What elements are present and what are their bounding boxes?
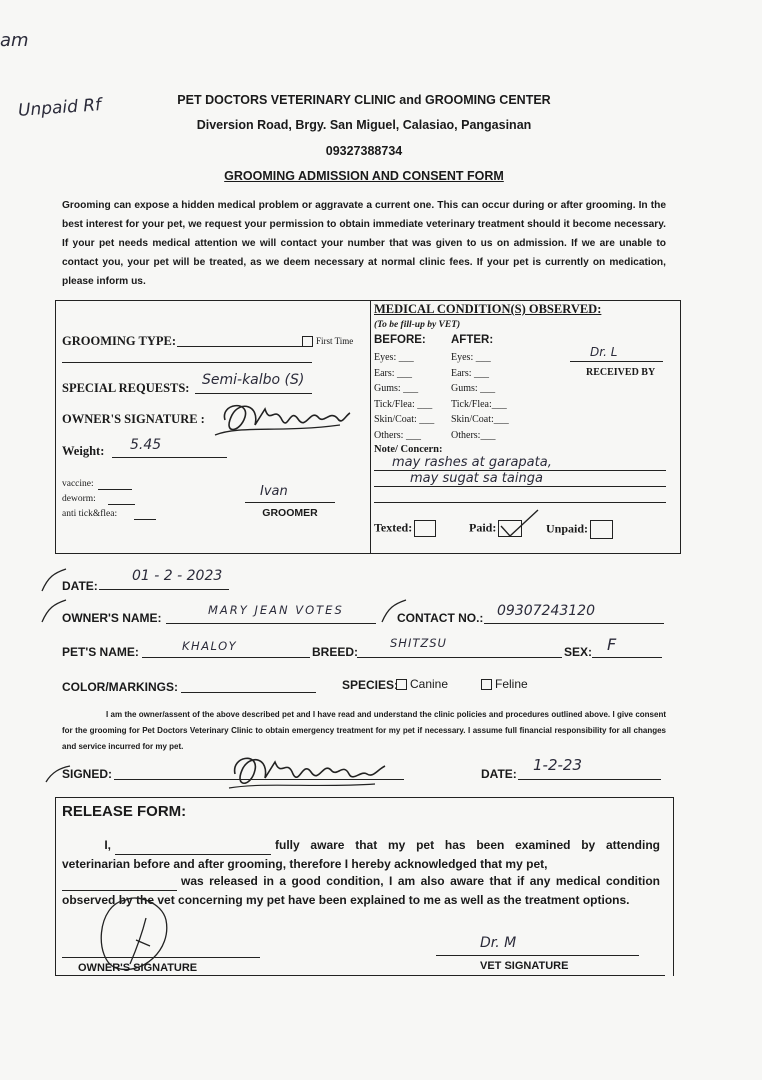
deworm-label: deworm:	[62, 494, 96, 504]
before-item-gums: Gums: ___	[374, 383, 419, 394]
release-owner-signature-label: OWNER'S SIGNATURE	[78, 962, 198, 974]
vet-signature-line	[436, 955, 639, 956]
medical-title: MEDICAL CONDITION(S) OBSERVED:	[374, 302, 602, 316]
before-items	[374, 350, 434, 443]
signed-date-label: DATE:	[481, 767, 517, 781]
weight-field[interactable]	[112, 457, 227, 458]
weight-label: Weight:	[62, 444, 105, 458]
signed-date-value: 1-2-23	[533, 756, 582, 774]
unpaid-checkbox[interactable]	[590, 520, 613, 539]
intro-paragraph: Grooming can expose a hidden medical problem or aggravate a current one. This can occur during or after grooming. In the best interest for your pet, we request your permission to obtain immediate veterinary treatment should it become necessary. If your pet needs medical attention we will contact your number that was given to us on admission. If we are unable to contact you, your pet will be treated, as we deem necessary at normal clinic fees. If your pet is currently on medication, please inform us.	[62, 200, 666, 287]
unpaid-note: Unpaid Rf	[17, 95, 102, 121]
received-by-label: RECEIVED BY	[586, 367, 656, 378]
signed-label: SIGNED:	[62, 767, 113, 781]
note-label: Note/ Concern:	[374, 444, 443, 455]
after-item-tick: Tick/Flea:___	[451, 398, 507, 410]
anti-tick-field[interactable]	[134, 519, 156, 520]
before-item-skin: Skin/Coat: ___	[374, 414, 435, 425]
breed-value: SHITZSU	[390, 636, 447, 650]
vet-signature-value: Dr. M	[480, 935, 517, 951]
before-item-tick: Tick/Flea: ___	[374, 398, 433, 410]
note-rule-3	[374, 502, 666, 503]
form-title: GROOMING ADMISSION AND CONSENT FORM	[224, 169, 504, 183]
special-requests-field[interactable]	[195, 393, 312, 394]
date-field[interactable]	[99, 589, 229, 590]
deworm-field[interactable]	[108, 504, 135, 505]
color-field[interactable]	[181, 692, 316, 693]
weight-value: 5.45	[130, 437, 162, 453]
consent-text: I am the owner/assent of the above described pet and I have read and understand the clinic policies and procedures outlined above. I give consent for the grooming for Pet Doctors Veterinary Clinic to obtain emergency treatment for my pet if necessary. I assume full financial responsibility for all changes and service incurred for my pet.	[62, 710, 666, 751]
owner-name-value: MARY JEAN VOTES	[208, 603, 344, 617]
unpaid-label: Unpaid:	[546, 521, 589, 536]
date-value: 01 - 2 - 2023	[132, 568, 223, 584]
grooming-type-line-2	[62, 362, 312, 363]
grooming-type-label: GROOMING TYPE:	[62, 334, 177, 348]
note-line-2: may sugat sa tainga	[410, 471, 543, 486]
vaccine-label: vaccine:	[62, 479, 94, 489]
after-item-others: Others:___	[451, 429, 496, 441]
owner-signature-signed	[225, 748, 390, 798]
before-item-eyes: Eyes: ___	[374, 352, 414, 363]
clinic-phone: 09327388734	[325, 144, 403, 158]
color-label: COLOR/MARKINGS:	[62, 680, 178, 694]
pet-name-label: PET'S NAME:	[62, 645, 139, 659]
groomer-label: GROOMER	[262, 507, 318, 519]
sex-field[interactable]	[592, 657, 662, 658]
clinic-name: PET DOCTORS VETERINARY CLINIC and GROOMING CENTER	[177, 93, 551, 107]
after-item-eyes: Eyes: ___	[451, 352, 491, 363]
contact-field[interactable]	[484, 623, 664, 624]
paid-check-mark	[498, 506, 542, 540]
release-title: RELEASE FORM:	[62, 803, 187, 820]
special-requests-value: Semi-kalbo (S)	[202, 372, 305, 388]
texted-label: Texted:	[374, 520, 413, 535]
release-owner-signature-line	[62, 957, 260, 958]
grooming-type-field[interactable]	[177, 346, 302, 347]
owner-name-label: OWNER'S NAME:	[62, 611, 162, 625]
vaccine-field[interactable]	[98, 489, 132, 490]
pet-name-field[interactable]	[142, 657, 310, 658]
received-by-value: Dr. L	[590, 345, 618, 359]
owner-signature-label: OWNER'S SIGNATURE :	[62, 412, 205, 426]
first-time-label: First Time	[316, 336, 354, 346]
species-label: SPECIES:	[342, 678, 399, 692]
release-i: I,	[104, 838, 111, 852]
paid-label: Paid:	[469, 520, 497, 535]
release-pet-name-field[interactable]	[62, 872, 177, 891]
texted-option[interactable]	[374, 520, 436, 537]
release-text-part2: was released in a good condition, I am also aware that if any medical condition observed by the vet concerning my pet have been explained to me as well as the treatment options.	[62, 874, 660, 907]
pet-name-value: KHALOY	[182, 639, 238, 653]
breed-label: BREED:	[312, 645, 359, 659]
note-rule-2	[374, 486, 666, 487]
feline-label: Feline	[495, 677, 528, 691]
feline-checkbox[interactable]	[481, 679, 492, 690]
after-label: AFTER:	[451, 334, 494, 346]
after-item-ears: Ears: ___	[451, 367, 490, 379]
note-line-1: may rashes at garapata,	[392, 455, 552, 470]
before-item-ears: Ears: ___	[374, 367, 413, 379]
feline-option[interactable]	[481, 677, 528, 691]
after-item-skin: Skin/Coat:___	[451, 414, 509, 425]
medical-subtitle: (To be fill-up by VET)	[374, 320, 461, 330]
before-item-others: Others: ___	[374, 429, 421, 441]
groomer-line	[245, 502, 335, 503]
anti-tick-label: anti tick&flea:	[62, 509, 118, 519]
canine-option[interactable]	[396, 677, 448, 691]
contact-value: 09307243120	[497, 603, 595, 619]
owner-signature-image	[210, 395, 355, 445]
unpaid-option[interactable]	[546, 520, 613, 539]
groomer-name: Ivan	[260, 484, 288, 499]
owner-name-field[interactable]	[166, 623, 376, 624]
clinic-address: Diversion Road, Brgy. San Miguel, Calasiao, Pangasinan	[196, 118, 532, 132]
first-time-checkbox[interactable]	[302, 336, 313, 347]
margin-note-am: am	[0, 30, 29, 51]
signed-date-field[interactable]	[518, 779, 661, 780]
contact-label: CONTACT NO.:	[397, 611, 484, 625]
vet-signature-label: VET SIGNATURE	[480, 960, 569, 972]
breed-field[interactable]	[357, 657, 562, 658]
received-by-line	[570, 361, 663, 362]
release-owner-name-field[interactable]	[115, 836, 271, 855]
sex-value: F	[607, 635, 617, 654]
release-text-1	[62, 836, 660, 873]
before-label: BEFORE:	[374, 334, 426, 346]
date-label: DATE:	[62, 579, 98, 593]
texted-checkbox[interactable]	[414, 520, 436, 537]
release-text-part1: fully aware that my pet has been examined by attending veterinarian before and after grooming, therefore I hereby acknowledged that my pet,	[62, 838, 660, 871]
after-items	[451, 350, 509, 443]
after-item-gums: Gums: ___	[451, 383, 496, 394]
first-time-option[interactable]	[302, 336, 353, 347]
box-divider	[370, 300, 371, 554]
canine-label: Canine	[410, 677, 449, 691]
canine-checkbox[interactable]	[396, 679, 407, 690]
special-requests-label: SPECIAL REQUESTS:	[62, 381, 190, 395]
sex-label: SEX:	[564, 645, 593, 659]
